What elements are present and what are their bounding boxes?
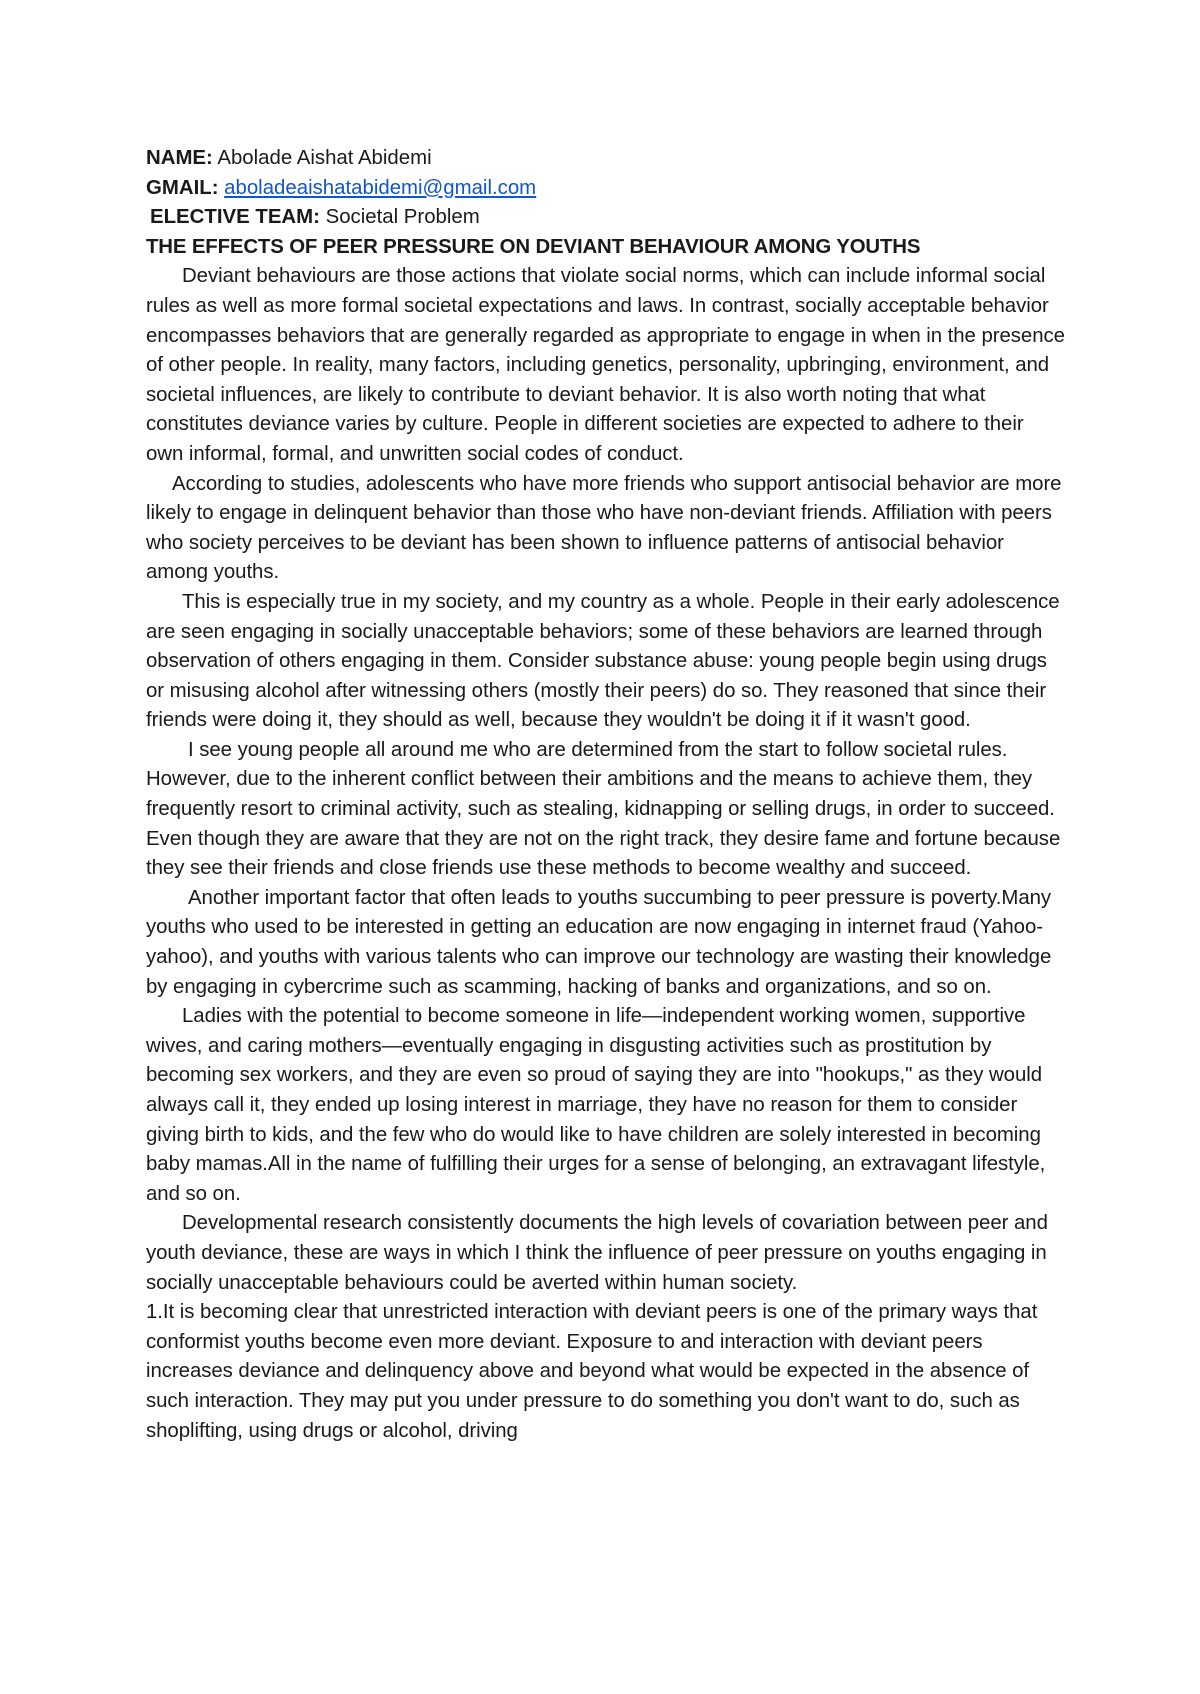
paragraph-7: Developmental research consistently documents the high levels of covariation between peer and youth deviance, these are ways in which I think the influence of peer pressure on youths engaging in socially unacceptable behaviours could be averted within human society.: [146, 1212, 1048, 1294]
document-body: [146, 144, 1066, 1446]
paragraph-3: This is especially true in my society, and my country as a whole. People in their early adolescence are seen engaging in socially unacceptable behaviors; some of these behaviors are learned through observation of others engaging in them. Consider substance abuse: young people begin using drugs or misusing alcohol after witnessing others (mostly their peers) do so. They reasoned that since their friends were doing it, they should as well, because they wouldn't be doing it if it wasn't good.: [146, 590, 1060, 732]
elective-team-label: ELECTIVE TEAM:: [150, 206, 320, 229]
email-link[interactable]: aboladeaishatabidemi@gmail.com: [224, 176, 537, 199]
document-title: THE EFFECTS OF PEER PRESSURE ON DEVIANT BEHAVIOUR AMONG YOUTHS: [146, 235, 921, 258]
paragraph-6: Ladies with the potential to become someone in life—independent working women, supportive wives, and caring mothers—eventually engaging in disgusting activities such as prostitution by becoming sex workers, and they are even so proud of saying they are into "hookups," as they would always call it, they ended up losing interest in marriage, they have no reason for them to consider giving birth to kids, and the few who do would like to have children are solely interested in becoming baby mamas.All in the name of fulfilling their urges for a sense of belonging, an extravagant lifestyle, and so on.: [146, 1005, 1046, 1205]
paragraph-1: Deviant behaviours are those actions that violate social norms, which can include informal social rules as well as more formal societal expectations and laws. In contrast, socially acceptable behavior encompasses behaviors that are generally regarded as appropriate to engage in when in the presence of other people. In reality, many factors, including genetics, personality, upbringing, environment, and societal influences, are likely to contribute to deviant behavior. It is also worth noting that what constitutes deviance varies by culture. People in different societies are expected to adhere to their own informal, formal, and unwritten social codes of conduct.: [146, 265, 1065, 465]
paragraph-4: I see young people all around me who are determined from the start to follow societal rules. However, due to the inherent conflict between their ambitions and the means to achieve them, they frequently resort to criminal activity, such as stealing, kidnapping or selling drugs, in order to succeed. Even though they are aware that they are not on the right track, they desire fame and fortune because they see their friends and close friends use these methods to become wealthy and succeed.: [146, 738, 1061, 880]
name-label: NAME:: [146, 147, 213, 169]
elective-team-value: Societal Problem: [319, 206, 480, 229]
paragraph-5: Another important factor that often leads to youths succumbing to peer pressure is poverty.Many youths who used to be interested in getting an education are now engaging in internet fraud (Yahoo-yahoo), and youths with various talents who can improve our technology are wasting their knowledge by engaging in cybercrime such as scamming, hacking of banks and organizations, and so on.: [146, 886, 1052, 998]
paragraph-8: 1.It is becoming clear that unrestricted interaction with deviant peers is one of the primary ways that conformist youths become even more deviant. Exposure to and interaction with deviant peers increases deviance and delinquency above and beyond what would be expected in the absence of such interaction. They may put you under pressure to do something you don't want to do, such as shoplifting, using drugs or alcohol, driving: [146, 1301, 1038, 1442]
gmail-label: GMAIL:: [146, 176, 219, 199]
name-line: [146, 144, 1066, 174]
gmail-line: [146, 174, 1066, 204]
name-value: Abolade Aishat Abidemi: [212, 147, 432, 169]
elective-team-line: [146, 203, 1066, 233]
paragraph-2: According to studies, adolescents who have more friends who support antisocial behavior are more likely to engage in delinquent behavior than those who have non-deviant friends. Affiliation with peers who society perceives to be deviant has been shown to influence patterns of antisocial behavior among youths.: [146, 472, 1062, 584]
